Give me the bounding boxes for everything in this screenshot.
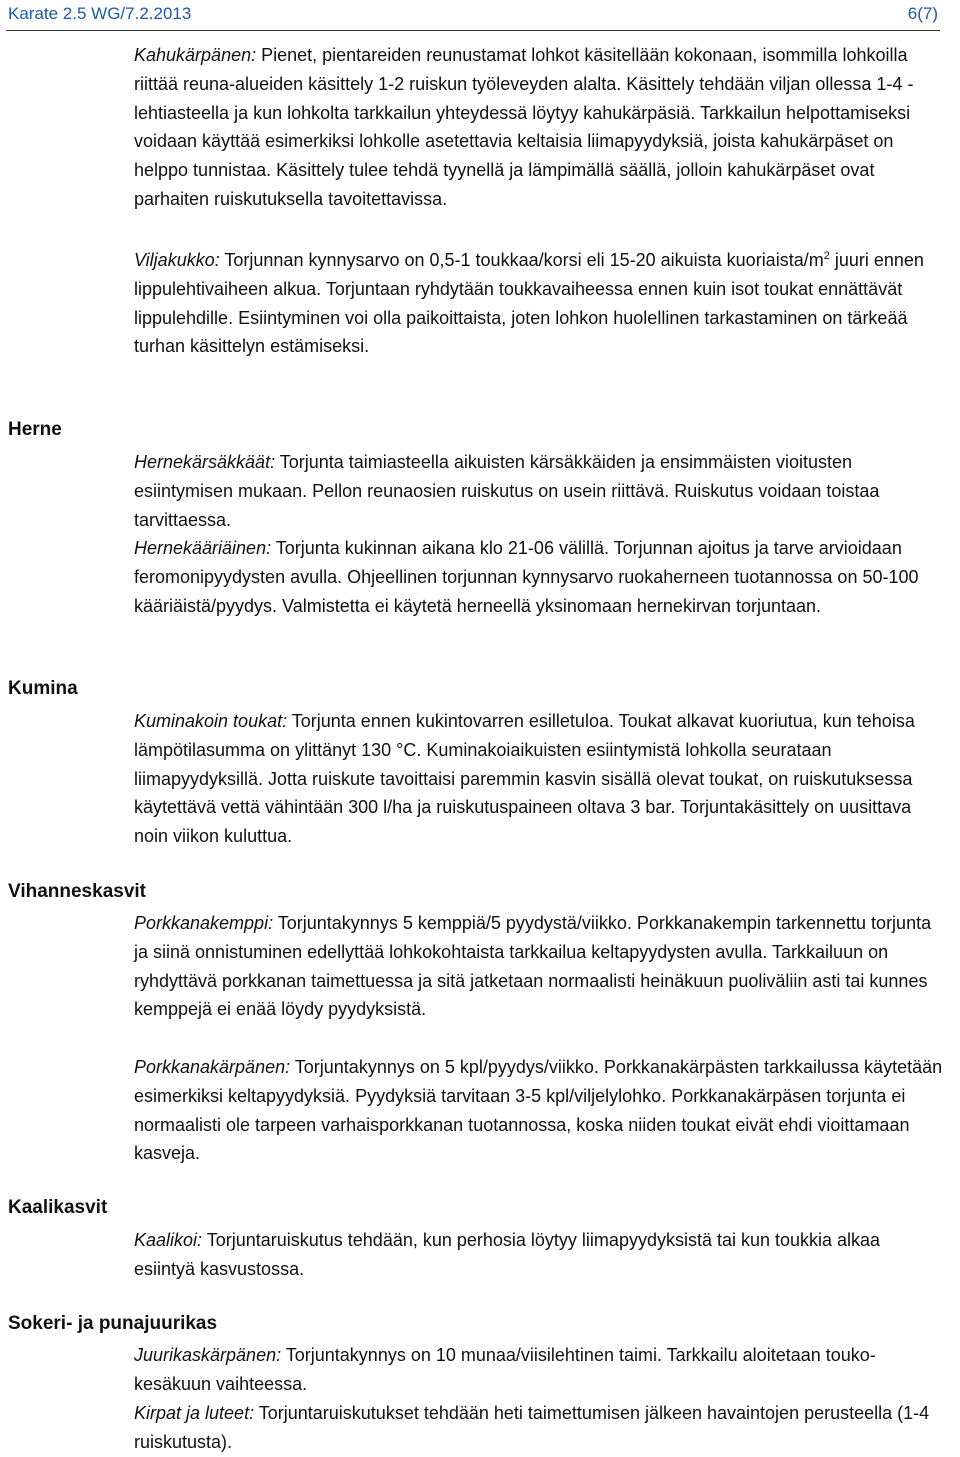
porkkanakemppi-paragraph — [134, 909, 944, 1024]
kuminakoi-paragraph — [134, 707, 944, 851]
body-text: Torjuntakynnys 5 kemppiä/5 pyydystä/viikko. Porkkanakempin tarkennettu torjunta ja siinä onnistuminen edellyttää lohkokohtaista tarkkailua keltapyydysten avulla. Tarkkailuun on ryhdyttävä porkkanan taimettuessa ja sitä jatketaan normaalisti heinäkuun puoliväliin asti tai kunnes kemppejä ei enää löydy pyydyksistä. — [134, 913, 932, 1020]
body-text: Torjuntakynnys on 5 kpl/pyydys/viikko. Porkkanakärpästen tarkkailussa käytetään esimerkiksi keltapyydyksiä. Pyydyksiä tarvitaan 3-5 kpl/viljelylohko. Porkkanakärpäsen torjunta ei normaalisti ole tarpeen varhaisporkkanan tuotannossa, koska niiden toukat eivät ehdi vioittamaan kasveja. — [134, 1057, 943, 1164]
body-text: juuri ennen lippulehtivaiheen alkua. Torjuntaan ryhdytään toukkavaiheessa ennen kuin isot toukat ennättävät lippulehdille. Esiintyminen voi olla paikoittaista, joten lohkon huolellinen tarkastaminen on tärkeää turhan käsittelyn estämiseksi. — [134, 250, 924, 357]
section-title-kaalikasvit: Kaalikasvit — [8, 1197, 108, 1218]
body-text: Torjuntaruiskutukset tehdään heti taimettumisen jälkeen havaintojen perusteella (1-4 ruiskutusta). — [134, 1403, 930, 1452]
body-text: Torjunnan kynnysarvo on 0,5-1 toukkaa/korsi eli 15-20 aikuista kuoriaista/m — [219, 250, 824, 270]
body-text: Pienet, pientareiden reunustamat lohkot käsitellään kokonaan, isommilla lohkoilla riittää reuna-alueiden käsittely 1-2 ruiskun työleveyden alalta. Käsittely tehdään viljan ollessa 1-4 -lehtiasteella ja kun lohkolta tarkkailun yhteydessä löytyy kahukärpäsiä. Tarkkailun helpottamiseksi voidaan käyttää esimerkiksi lohkolle asetettavia keltaisia liimapyydyksiä, joista kahukärpäset on helppo tunnistaa. Käsittely tulee tehdä tyynellä ja lämpimällä säällä, jolloin kahukärpäset ovat parhaiten ruiskutuksella tavoitettavissa. — [134, 45, 914, 209]
section-title-sokerijuurikas: Sokeri- ja punajuurikas — [8, 1313, 218, 1334]
section-title-kumina: Kumina — [8, 678, 78, 699]
term: Porkkanakemppi: — [134, 913, 274, 933]
kahukarpanen-paragraph — [134, 41, 944, 214]
kirpat-luteet-paragraph — [134, 1399, 944, 1457]
section-title-herne: Herne — [8, 419, 62, 440]
kaalikoi-paragraph — [134, 1226, 944, 1284]
body-text: Torjuntakynnys on 10 munaa/viisilehtinen taimi. Tarkkailu aloitetaan touko-kesäkuun vaihteessa. — [134, 1345, 876, 1394]
term: Kirpat ja luteet: — [134, 1403, 255, 1423]
term: Kaalikoi: — [134, 1230, 203, 1250]
header-divider — [6, 30, 940, 31]
body-text: Torjunta ennen kukintovarren esilletuloa. Toukat alkavat kuoriutua, kun tehoisa lämpötilasumma on ylittänyt 130 °C. Kuminakoiaikuisten esiintymistä lohkolla seurataan liimapyydyksillä. Jotta ruiskute tavoittaisi paremmin kasvin sisällä olevat toukat, on ruiskutuksessa käytettävä vettä vähintään 300 l/ha ja ruiskutuspaineen oltava 3 bar. Torjuntakäsittely on uusittava noin viikon kuluttua. — [134, 711, 915, 847]
body-text: Torjuntaruiskutus tehdään, kun perhosia löytyy liimapyydyksistä tai kun toukkia alkaa esiintyä kasvustossa. — [134, 1230, 881, 1279]
page-header — [8, 4, 938, 28]
body-text: Torjunta kukinnan aikana klo 21-06 välillä. Torjunnan ajoitus ja tarve arvioidaan feromonipyydysten avulla. Ohjeellinen torjunnan kynnysarvo ruokaherneen tuotannossa on 50-100 kääriäistä/pyydys. Valmistetta ei käytetä herneellä yksinomaan hernekirvan torjuntaan. — [134, 538, 919, 616]
term: Hernekääriäinen: — [134, 538, 272, 558]
header-doc-id: Karate 2.5 WG/7.2.2013 — [8, 4, 192, 23]
body-text: Torjunta taimiasteella aikuisten kärsäkkäiden ja ensimmäisten vioitusten esiintymisen mukaan. Pellon reunaosien ruiskutus on usein riittävä. Ruiskutus voidaan toistaa tarvittaessa. — [134, 452, 880, 530]
juurikaskarpanen-paragraph — [134, 1341, 944, 1399]
superscript: 2 — [823, 250, 830, 262]
term: Juurikaskärpänen: — [134, 1345, 282, 1365]
term: Hernekärsäkkäät: — [134, 452, 276, 472]
hernekarsakkaat-paragraph — [134, 448, 944, 534]
hernekaariainen-paragraph — [134, 534, 944, 620]
viljakukko-paragraph — [134, 246, 944, 361]
section-title-vihanneskasvit: Vihanneskasvit — [8, 881, 147, 902]
header-page-number: 6(7) — [907, 4, 938, 23]
term: Viljakukko: — [134, 250, 220, 270]
term: Porkkanakärpänen: — [134, 1057, 291, 1077]
term: Kuminakoin toukat: — [134, 711, 288, 731]
porkkanakarpanen-paragraph — [134, 1053, 944, 1168]
term: Kahukärpänen: — [134, 45, 257, 65]
